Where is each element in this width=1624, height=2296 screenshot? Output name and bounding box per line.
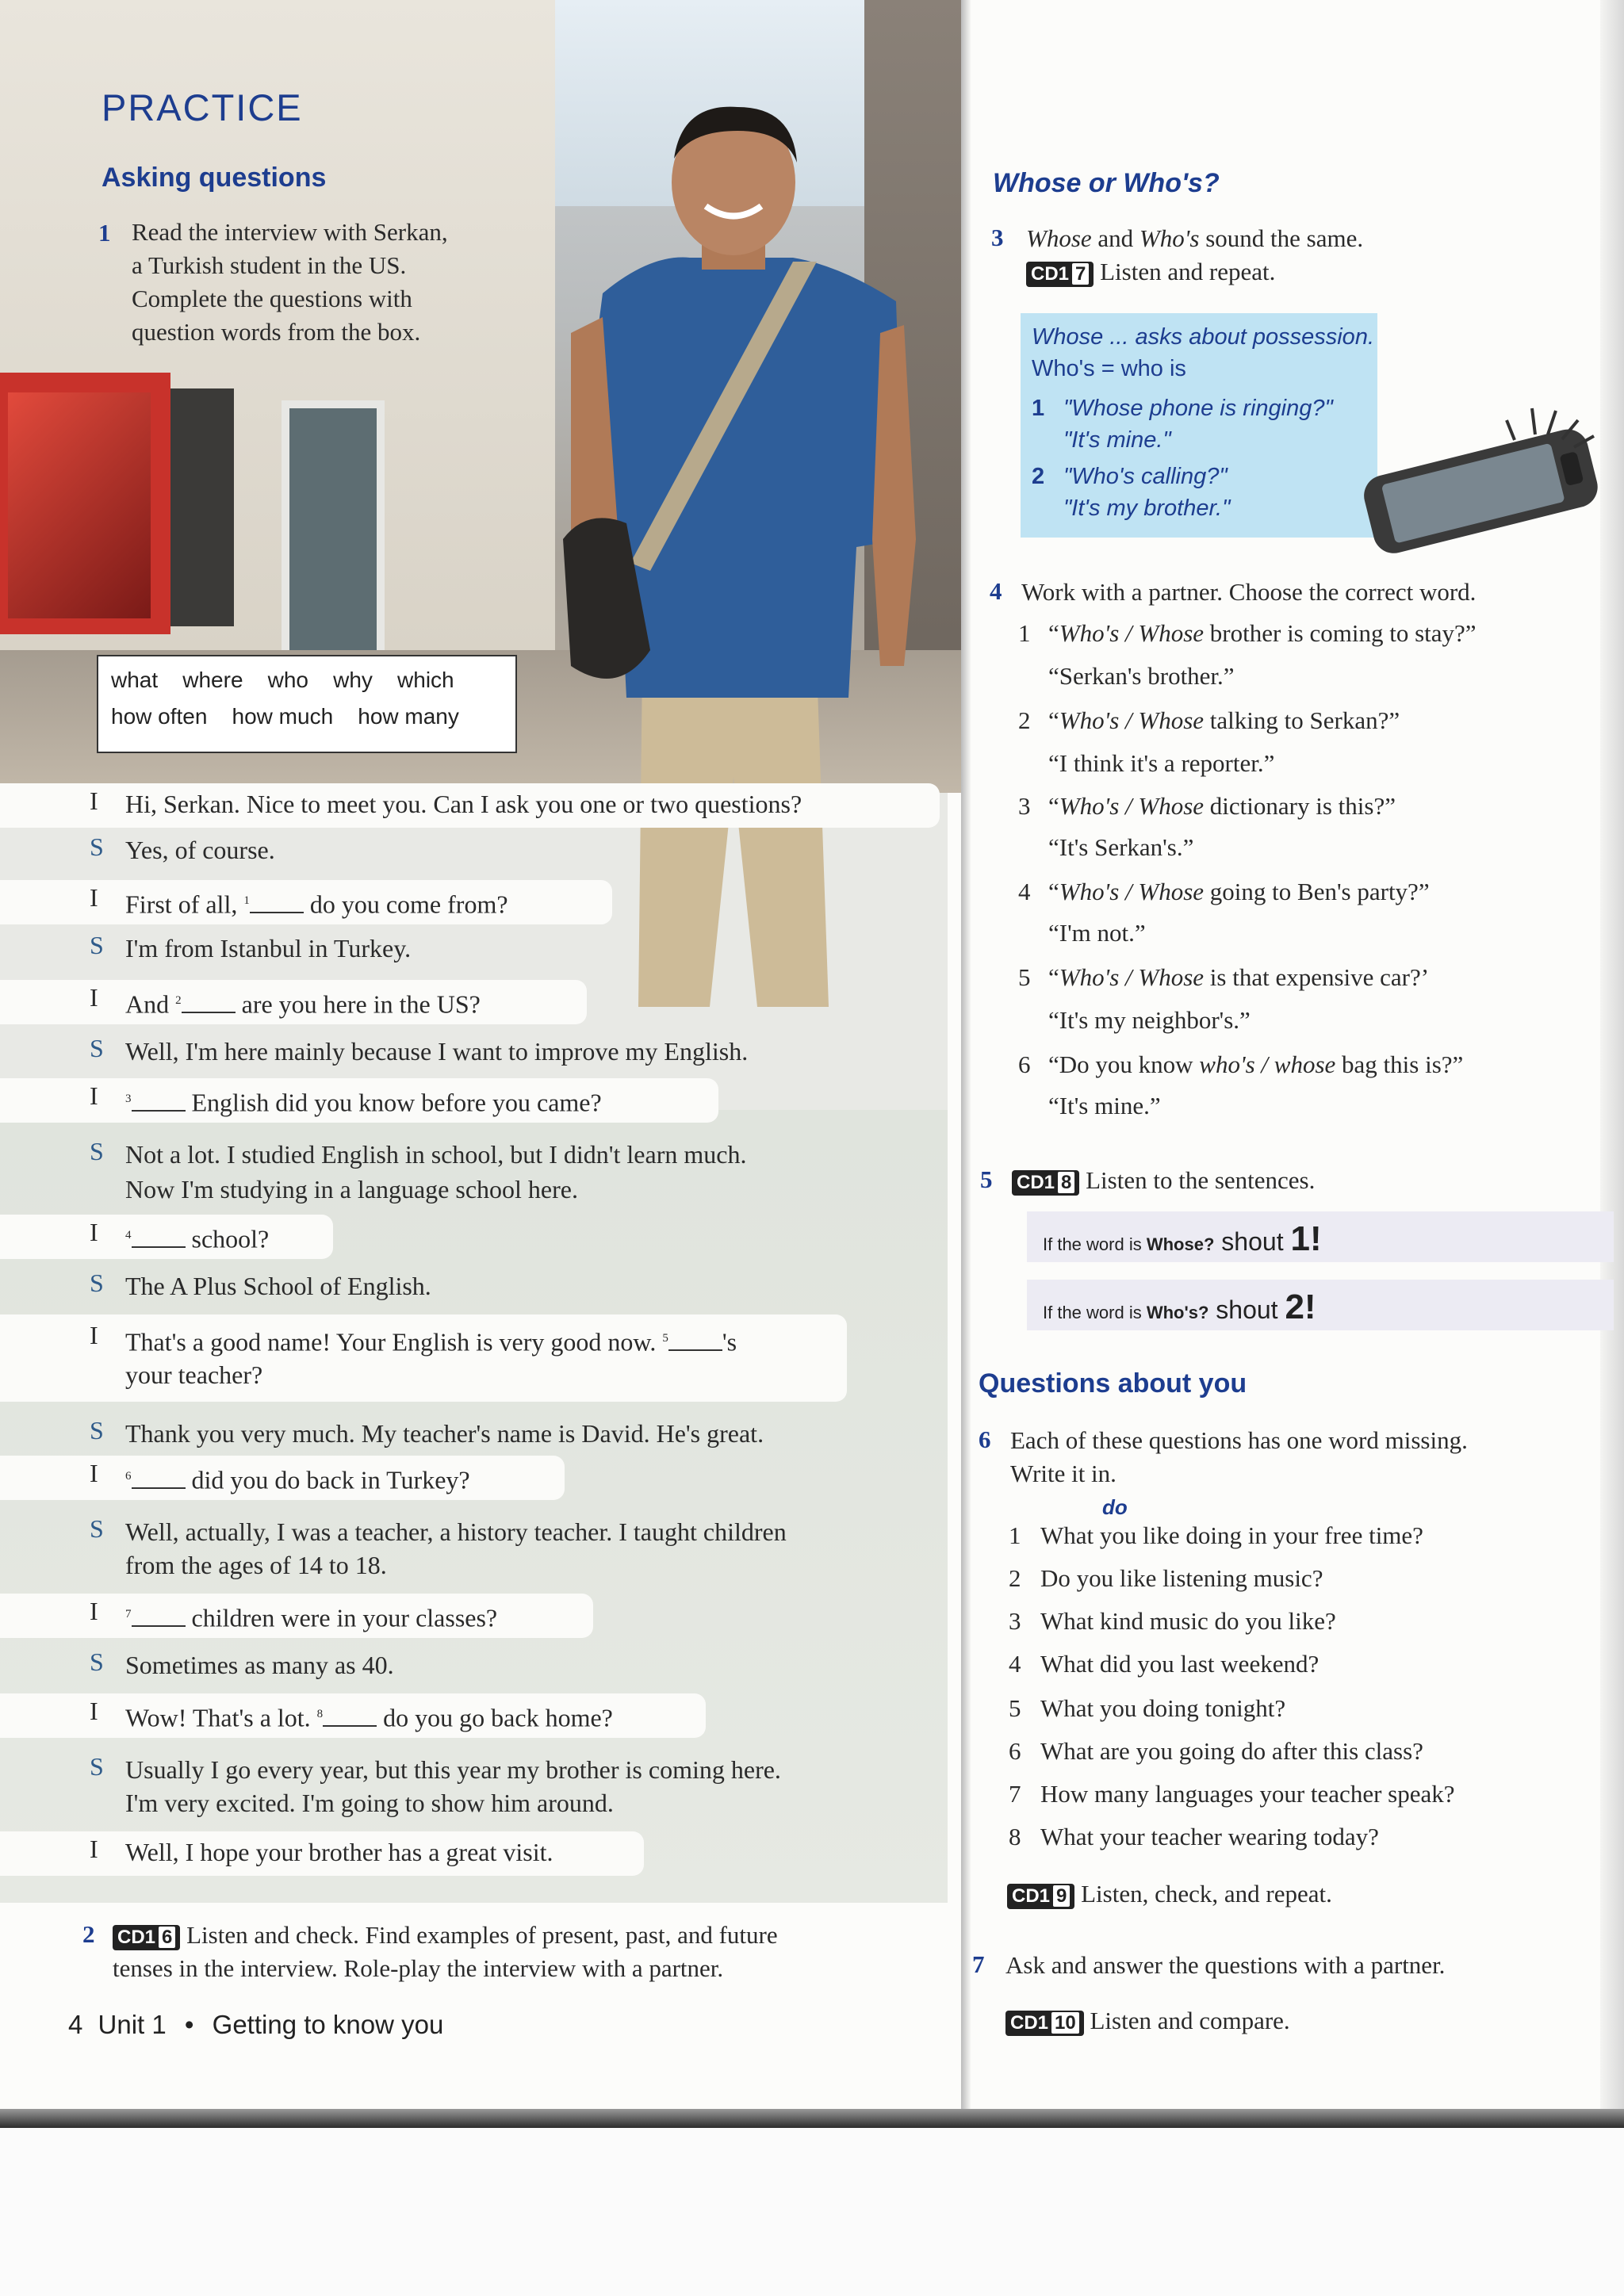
questions-about-you-heading: Questions about you	[979, 1368, 1247, 1399]
question-line: How many languages your teacher speak?	[1040, 1780, 1455, 1808]
choice-question[interactable]: “Who's / Whose brother is coming to stay?”	[1048, 619, 1477, 647]
speaker-label: S	[90, 1034, 104, 1062]
question-line: What did you last weekend?	[1040, 1650, 1320, 1678]
practice-heading: PRACTICE	[102, 86, 303, 128]
speaker-label: I	[90, 786, 98, 815]
speaker-label: I	[90, 1459, 98, 1487]
asking-questions-heading: Asking questions	[102, 163, 327, 193]
answer-line: “It's mine.”	[1048, 1092, 1161, 1119]
answer-blank[interactable]	[132, 1601, 186, 1627]
interview-line: your teacher?	[125, 1360, 263, 1389]
speaker-label: S	[90, 1137, 104, 1165]
speaker-label: S	[90, 1514, 104, 1543]
audio-track-badge[interactable]: CD1 7	[1026, 262, 1094, 287]
exercise-7-listen: CD1 10 Listen and compare.	[1005, 2004, 1290, 2038]
item-number: 1	[1009, 1521, 1021, 1549]
interview-line: Thank you very much. My teacher's name is David. He's great.	[125, 1419, 764, 1448]
answer-blank[interactable]	[132, 1223, 186, 1248]
item-number: 1	[1018, 619, 1031, 647]
exercise-1-instructions	[132, 216, 448, 349]
ringing-phone-icon	[1348, 373, 1610, 563]
word-box-row-2: how often how much how many	[111, 704, 459, 729]
note-item-number: 2	[1032, 464, 1045, 489]
answer-line: “I'm not.”	[1048, 919, 1146, 947]
speaker-label: S	[90, 1269, 104, 1297]
choice-question[interactable]: “Who's / Whose is that expensive car?’	[1048, 963, 1430, 991]
exercise-1-line: Read the interview with Serkan,	[132, 218, 448, 246]
unit-label: Unit 1	[98, 2010, 167, 2039]
question-line: What are you going do after this class?	[1040, 1737, 1423, 1765]
answer-blank[interactable]	[132, 1464, 186, 1489]
interview-line: $^6$ did you do back in Turkey?	[125, 1459, 470, 1498]
speaker-label: I	[90, 1835, 98, 1863]
interview-line: Wow! That's a lot. $^8$ do you go back home?	[125, 1697, 613, 1735]
audio-track-badge[interactable]: CD1 6	[113, 1925, 180, 1950]
interview-line: $^3$ English did you know before you came?	[125, 1081, 602, 1120]
audio-track-badge[interactable]: CD1 10	[1005, 2011, 1084, 2036]
answer-blank[interactable]	[182, 988, 236, 1013]
interview-line: Sometimes as many as 40.	[125, 1651, 394, 1679]
interview-line: And $^2$ are you here in the US?	[125, 983, 481, 1022]
question-line: What you doing tonight?	[1040, 1694, 1286, 1722]
exercise-5-instructions: CD1 8 Listen to the sentences.	[1012, 1164, 1315, 1197]
page-bottom-edge	[0, 2109, 1624, 2128]
interview-line: Hi, Serkan. Nice to meet you. Can I ask you one or two questions?	[125, 790, 802, 818]
interview-line: Usually I go every year, but this year my brother is coming here.	[125, 1755, 781, 1784]
item-number: 5	[1018, 963, 1031, 991]
exercise-1-line: question words from the box.	[132, 318, 421, 346]
exercise-3-instructions: Whose and Who's sound the same. CD1 7 Listen and repeat.	[1026, 224, 1364, 285]
page-footer	[68, 2010, 443, 2040]
item-number: 6	[1018, 1050, 1031, 1078]
exercise-6-number: 6	[979, 1425, 991, 1453]
interview-line: I'm very excited. I'm going to show him around.	[125, 1789, 614, 1817]
choice-question[interactable]: “Do you know who's / whose bag this is?”	[1048, 1050, 1464, 1078]
exercise-1-number: 1	[98, 219, 111, 247]
exercise-4-instructions: Work with a partner. Choose the correct word.	[1021, 578, 1477, 606]
question-word-box	[97, 655, 517, 753]
note-item-number: 1	[1032, 396, 1045, 421]
note-question: "Whose phone is ringing?"	[1063, 396, 1333, 421]
footer-bullet: •	[184, 2010, 194, 2039]
interview-line: The A Plus School of English.	[125, 1272, 431, 1300]
exercise-5-number: 5	[980, 1165, 993, 1193]
unit-title: Getting to know you	[212, 2010, 444, 2039]
grammar-note-line: Who's = who is	[1032, 356, 1186, 381]
exercise-2-number: 2	[82, 1920, 95, 1948]
choice-question[interactable]: “Who's / Whose dictionary is this?”	[1048, 792, 1396, 820]
speaker-label: I	[90, 1321, 98, 1349]
question-line: What your teacher wearing today?	[1040, 1823, 1379, 1850]
exercise-1-line: a Turkish student in the US.	[132, 251, 407, 279]
exercise-3-number: 3	[991, 224, 1004, 251]
speaker-label: S	[90, 1647, 104, 1676]
question-line: What you like doing in your free time?	[1040, 1521, 1423, 1549]
speaker-label: S	[90, 931, 104, 959]
item-number: 4	[1018, 878, 1031, 905]
item-number: 5	[1009, 1694, 1021, 1722]
exercise-6-listen: CD1 9 Listen, check, and repeat.	[1007, 1877, 1332, 1911]
page-edge	[1600, 0, 1624, 2125]
exercise-7-instructions: Ask and answer the questions with a partner.	[1005, 1951, 1446, 1979]
student-photo-figure	[555, 95, 928, 1007]
answer-blank[interactable]	[668, 1326, 722, 1351]
interview-line: That's a good name! Your English is very good now. $^5$ 's	[125, 1321, 737, 1360]
answer-blank[interactable]	[323, 1701, 377, 1727]
question-line: What kind music do you like?	[1040, 1607, 1336, 1635]
exercise-1-line: Complete the questions with	[132, 285, 412, 312]
item-number: 2	[1018, 706, 1031, 734]
question-line: Do you like listening music?	[1040, 1564, 1323, 1592]
exercise-7-number: 7	[972, 1950, 985, 1978]
audio-track-badge[interactable]: CD1 9	[1007, 1884, 1074, 1909]
shout-instruction-1: If the word is Whose? shout 1!	[1027, 1211, 1614, 1262]
interview-line: Yes, of course.	[125, 836, 275, 864]
interview-line: $^4$ school?	[125, 1218, 269, 1257]
page-number: 4	[68, 2010, 83, 2039]
interview-line: I'm from Istanbul in Turkey.	[125, 934, 412, 962]
page-gutter	[961, 0, 971, 2125]
item-number: 8	[1009, 1823, 1021, 1850]
interview-line: Well, I hope your brother has a great visit.	[125, 1838, 553, 1866]
interview-line: from the ages of 14 to 18.	[125, 1551, 387, 1579]
interview-line: First of all, $^1$ do you come from?	[125, 883, 508, 922]
speaker-label: S	[90, 832, 104, 861]
answer-line: “It's Serkan's.”	[1048, 833, 1194, 861]
interview-line: Well, I'm here mainly because I want to improve my English.	[125, 1037, 749, 1066]
answer-line: “I think it's a reporter.”	[1048, 749, 1275, 777]
note-question: "Who's calling?"	[1063, 464, 1228, 489]
interview-line: Now I'm studying in a language school here.	[125, 1175, 578, 1203]
speaker-label: I	[90, 1218, 98, 1246]
speaker-label: S	[90, 1752, 104, 1781]
word-box-row-1: what where who why which	[111, 668, 454, 692]
item-number: 7	[1009, 1780, 1021, 1808]
scan-background	[0, 2128, 1624, 2296]
exercise-4-number: 4	[990, 577, 1002, 605]
exercise-6-instruction-line: Each of these questions has one word missing.	[1010, 1426, 1468, 1454]
item-number: 4	[1009, 1650, 1021, 1678]
item-number: 6	[1009, 1737, 1021, 1765]
choice-question[interactable]: “Who's / Whose going to Ben's party?”	[1048, 878, 1430, 905]
answer-line: “Serkan's brother.”	[1048, 662, 1235, 690]
speaker-label: I	[90, 983, 98, 1012]
handwritten-answer: do	[1102, 1495, 1128, 1519]
item-number: 2	[1009, 1564, 1021, 1592]
note-answer: "It's mine."	[1063, 427, 1171, 453]
shout-instruction-2: If the word is Who's? shout 2!	[1027, 1280, 1614, 1330]
choice-question[interactable]: “Who's / Whose talking to Serkan?”	[1048, 706, 1400, 734]
item-number: 3	[1009, 1607, 1021, 1635]
answer-blank[interactable]	[132, 1086, 186, 1112]
interview-line: Not a lot. I studied English in school, but I didn't learn much.	[125, 1140, 747, 1169]
note-answer: "It's my brother."	[1063, 496, 1231, 521]
exercise-2-instructions: CD1 6 Listen and check. Find examples of present, past, and future tenses in the interview. Role-play the interview with a partner.	[113, 1921, 778, 1982]
exercise-6-instruction-line: Write it in.	[1010, 1460, 1116, 1487]
speaker-label: I	[90, 883, 98, 912]
speaker-label: I	[90, 1597, 98, 1625]
item-number: 3	[1018, 792, 1031, 820]
speaker-label: S	[90, 1416, 104, 1445]
answer-blank[interactable]	[250, 888, 304, 913]
audio-track-badge[interactable]: CD1 8	[1012, 1170, 1079, 1196]
answer-line: “It's my neighbor's.”	[1048, 1006, 1251, 1034]
speaker-label: I	[90, 1697, 98, 1725]
whose-or-whos-heading: Whose or Who's?	[993, 168, 1220, 198]
interview-line: $^7$ children were in your classes?	[125, 1597, 497, 1636]
grammar-note-box	[1021, 313, 1377, 538]
speaker-label: I	[90, 1081, 98, 1110]
interview-line: Well, actually, I was a teacher, a history teacher. I taught children	[125, 1517, 787, 1546]
grammar-note-line: Whose ... asks about possession.	[1032, 324, 1374, 350]
